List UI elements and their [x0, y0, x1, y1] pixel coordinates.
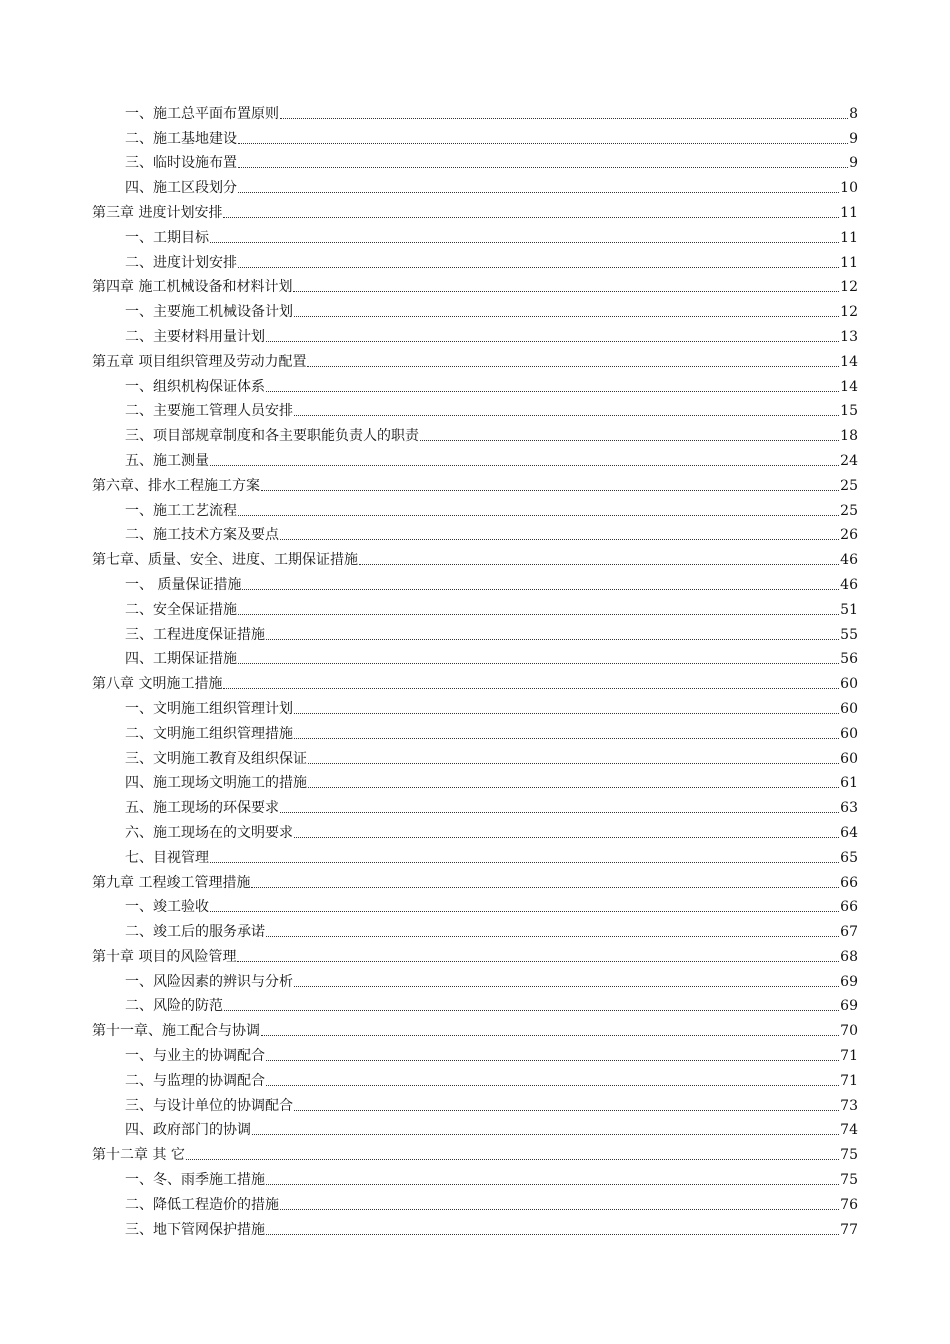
- toc-dot-leader: [294, 316, 839, 317]
- toc-section-entry[interactable]: [0, 818, 950, 843]
- toc-dot-leader: [280, 812, 839, 813]
- toc-entry-page-number: 60: [840, 725, 858, 742]
- toc-entry-page-number: 66: [840, 899, 858, 916]
- toc-dot-leader: [294, 713, 839, 714]
- toc-entry-title: 一、与业主的协调配合: [125, 1048, 265, 1065]
- toc-entry-page-number: 9: [849, 130, 858, 147]
- toc-section-entry[interactable]: [0, 248, 950, 273]
- toc-entry-title: 第九章 工程竣工管理措施: [92, 874, 251, 891]
- toc-entry-page-number: 75: [840, 1172, 858, 1189]
- toc-entry-page-number: 24: [840, 452, 858, 469]
- toc-entry-title: 第三章 进度计划安排: [92, 204, 223, 221]
- toc-section-entry[interactable]: [0, 173, 950, 198]
- toc-entry-title: 一、工期目标: [125, 229, 209, 246]
- toc-section-entry[interactable]: [0, 570, 950, 595]
- toc-section-entry[interactable]: [0, 446, 950, 471]
- toc-entry-title: 六、施工现场在的文明要求: [125, 824, 293, 841]
- toc-section-entry[interactable]: [0, 421, 950, 446]
- toc-dot-leader: [238, 167, 848, 168]
- toc-section-entry[interactable]: [0, 99, 950, 124]
- toc-section-entry[interactable]: [0, 124, 950, 149]
- toc-entry-page-number: 69: [840, 998, 858, 1015]
- toc-entry-page-number: 60: [840, 700, 858, 717]
- toc-entry-page-number: 77: [840, 1221, 858, 1238]
- toc-entry-title: 一、施工工艺流程: [125, 502, 237, 519]
- toc-section-entry[interactable]: [0, 223, 950, 248]
- toc-entry-title: 第十章 项目的风险管理: [92, 948, 237, 965]
- toc-dot-leader: [307, 366, 839, 367]
- toc-entry-page-number: 14: [840, 378, 858, 395]
- toc-entry-title: 第十一章、施工配合与协调: [92, 1023, 260, 1040]
- toc-section-entry[interactable]: [0, 967, 950, 992]
- toc-entry-page-number: 56: [840, 651, 858, 668]
- toc-entry-page-number: 60: [840, 750, 858, 767]
- toc-entry-page-number: 18: [840, 428, 858, 445]
- toc-section-entry[interactable]: [0, 1215, 950, 1240]
- toc-section-entry[interactable]: [0, 917, 950, 942]
- toc-chapter-entry[interactable]: [0, 1140, 950, 1165]
- toc-section-entry[interactable]: [0, 769, 950, 794]
- toc-entry-page-number: 9: [849, 155, 858, 172]
- toc-entry-title: 四、施工现场文明施工的措施: [125, 775, 307, 792]
- toc-entry-page-number: 66: [840, 874, 858, 891]
- toc-entry-page-number: 65: [840, 849, 858, 866]
- toc-dot-leader: [294, 738, 839, 739]
- toc-entry-title: 第六章、排水工程施工方案: [92, 477, 260, 494]
- toc-chapter-entry[interactable]: [0, 1016, 950, 1041]
- toc-entry-page-number: 25: [840, 502, 858, 519]
- toc-section-entry[interactable]: [0, 694, 950, 719]
- toc-entry-title: 五、施工测量: [125, 452, 209, 469]
- toc-entry-title: 一、冬、雨季施工措施: [125, 1172, 265, 1189]
- toc-entry-title: 第十二章 其 它: [92, 1147, 185, 1164]
- toc-section-entry[interactable]: [0, 719, 950, 744]
- toc-dot-leader: [266, 1060, 839, 1061]
- toc-entry-page-number: 46: [840, 552, 858, 569]
- toc-dot-leader: [186, 1159, 839, 1160]
- toc-entry-title: 一、组织机构保证体系: [125, 378, 265, 395]
- toc-dot-leader: [261, 490, 839, 491]
- toc-section-entry[interactable]: [0, 1041, 950, 1066]
- toc-entry-page-number: 70: [840, 1023, 858, 1040]
- toc-chapter-entry[interactable]: [0, 198, 950, 223]
- toc-chapter-entry[interactable]: [0, 669, 950, 694]
- toc-dot-leader: [238, 267, 839, 268]
- toc-dot-leader: [294, 1110, 839, 1111]
- toc-entry-page-number: 14: [840, 353, 858, 370]
- toc-dot-leader: [224, 1010, 839, 1011]
- toc-section-entry[interactable]: [0, 372, 950, 397]
- toc-chapter-entry[interactable]: [0, 942, 950, 967]
- toc-entry-title: 五、施工现场的环保要求: [125, 800, 279, 817]
- toc-section-entry[interactable]: [0, 496, 950, 521]
- toc-entry-title: 三、与设计单位的协调配合: [125, 1097, 293, 1114]
- toc-dot-leader: [266, 391, 839, 392]
- toc-entry-page-number: 63: [840, 800, 858, 817]
- toc-section-entry[interactable]: [0, 1066, 950, 1091]
- toc-dot-leader: [266, 936, 839, 937]
- toc-dot-leader: [293, 291, 839, 292]
- toc-entry-title: 三、文明施工教育及组织保证: [125, 750, 307, 767]
- toc-entry-page-number: 11: [840, 229, 858, 246]
- toc-dot-leader: [252, 1134, 839, 1135]
- toc-dot-leader: [238, 614, 839, 615]
- toc-entry-title: 第五章 项目组织管理及劳动力配置: [92, 353, 307, 370]
- toc-dot-leader: [308, 787, 839, 788]
- toc-section-entry[interactable]: [0, 645, 950, 670]
- toc-entry-title: 三、项目部规章制度和各主要职能负责人的职责: [125, 428, 419, 445]
- toc-entry-title: 七、目视管理: [125, 849, 209, 866]
- toc-entry-title: 二、施工技术方案及要点: [125, 527, 279, 544]
- toc-entry-page-number: 73: [840, 1097, 858, 1114]
- toc-entry-page-number: 71: [840, 1048, 858, 1065]
- toc-section-entry[interactable]: [0, 1190, 950, 1215]
- toc-dot-leader: [280, 118, 848, 119]
- toc-entry-page-number: 25: [840, 477, 858, 494]
- toc-section-entry[interactable]: [0, 1165, 950, 1190]
- toc-dot-leader: [420, 440, 839, 441]
- toc-section-entry[interactable]: [0, 1091, 950, 1116]
- toc-entry-page-number: 61: [840, 775, 858, 792]
- toc-entry-page-number: 11: [840, 254, 858, 271]
- toc-entry-page-number: 75: [840, 1147, 858, 1164]
- toc-entry-title: 二、风险的防范: [125, 998, 223, 1015]
- toc-entry-title: 二、安全保证措施: [125, 601, 237, 618]
- toc-chapter-entry[interactable]: [0, 273, 950, 298]
- toc-dot-leader: [237, 961, 839, 962]
- toc-entry-page-number: 71: [840, 1072, 858, 1089]
- toc-entry-title: 一、竣工验收: [125, 899, 209, 916]
- toc-dot-leader: [308, 763, 839, 764]
- toc-entry-title: 二、竣工后的服务承诺: [125, 924, 265, 941]
- toc-entry-page-number: 68: [840, 948, 858, 965]
- toc-dot-leader: [266, 1085, 839, 1086]
- toc-section-entry[interactable]: [0, 893, 950, 918]
- toc-entry-page-number: 12: [840, 279, 858, 296]
- toc-entry-page-number: 11: [840, 204, 858, 221]
- toc-entry-title: 二、施工基地建设: [125, 130, 237, 147]
- toc-entry-title: 四、政府部门的协调: [125, 1122, 251, 1139]
- toc-entry-page-number: 15: [840, 403, 858, 420]
- toc-dot-leader: [238, 143, 848, 144]
- toc-entry-page-number: 51: [840, 601, 858, 618]
- toc-entry-title: 一、施工总平面布置原则: [125, 105, 279, 122]
- toc-section-entry[interactable]: [0, 744, 950, 769]
- toc-dot-leader: [238, 663, 839, 664]
- toc-entry-title: 一、风险因素的辨识与分析: [125, 973, 293, 990]
- toc-entry-title: 第七章、质量、安全、进度、工期保证措施: [92, 552, 358, 569]
- toc-entry-title: 第八章 文明施工措施: [92, 676, 223, 693]
- toc-entry-title: 一、主要施工机械设备计划: [125, 304, 293, 321]
- toc-section-entry[interactable]: [0, 521, 950, 546]
- toc-entry-page-number: 60: [840, 676, 858, 693]
- toc-chapter-entry[interactable]: [0, 868, 950, 893]
- toc-dot-leader: [280, 1209, 839, 1210]
- toc-dot-leader: [210, 242, 839, 243]
- toc-dot-leader: [266, 639, 839, 640]
- toc-entry-title: 一、 质量保证措施: [125, 576, 242, 593]
- toc-entry-page-number: 76: [840, 1196, 858, 1213]
- toc-entry-page-number: 8: [849, 105, 858, 122]
- toc-entry-title: 第四章 施工机械设备和材料计划: [92, 279, 293, 296]
- toc-section-entry[interactable]: [0, 322, 950, 347]
- toc-section-entry[interactable]: [0, 397, 950, 422]
- toc-dot-leader: [210, 465, 839, 466]
- toc-entry-page-number: 67: [840, 924, 858, 941]
- toc-entry-page-number: 69: [840, 973, 858, 990]
- toc-section-entry[interactable]: [0, 843, 950, 868]
- toc-section-entry[interactable]: [0, 1116, 950, 1141]
- toc-dot-leader: [223, 217, 839, 218]
- toc-entry-title: 二、降低工程造价的措施: [125, 1196, 279, 1213]
- toc-chapter-entry[interactable]: [0, 347, 950, 372]
- toc-entry-page-number: 64: [840, 824, 858, 841]
- toc-entry-title: 一、文明施工组织管理计划: [125, 700, 293, 717]
- toc-entry-title: 二、主要材料用量计划: [125, 328, 265, 345]
- toc-dot-leader: [261, 1035, 839, 1036]
- toc-dot-leader: [251, 887, 839, 888]
- toc-entry-title: 二、与监理的协调配合: [125, 1072, 265, 1089]
- toc-entry-title: 二、文明施工组织管理措施: [125, 725, 293, 742]
- toc-section-entry[interactable]: [0, 992, 950, 1017]
- toc-section-entry[interactable]: [0, 297, 950, 322]
- toc-entry-page-number: 26: [840, 527, 858, 544]
- toc-entry-title: 三、临时设施布置: [125, 155, 237, 172]
- toc-section-entry[interactable]: [0, 595, 950, 620]
- toc-entry-page-number: 46: [840, 576, 858, 593]
- toc-entry-title: 三、地下管网保护措施: [125, 1221, 265, 1238]
- toc-entry-page-number: 55: [840, 626, 858, 643]
- toc-entry-title: 二、主要施工管理人员安排: [125, 403, 293, 420]
- toc-entry-title: 三、工程进度保证措施: [125, 626, 265, 643]
- toc-chapter-entry[interactable]: [0, 545, 950, 570]
- toc-section-entry[interactable]: [0, 793, 950, 818]
- toc-section-entry[interactable]: [0, 620, 950, 645]
- toc-chapter-entry[interactable]: [0, 471, 950, 496]
- toc-entry-page-number: 13: [840, 328, 858, 345]
- toc-entry-title: 四、施工区段划分: [125, 180, 237, 197]
- toc-dot-leader: [210, 911, 839, 912]
- toc-dot-leader: [266, 341, 839, 342]
- table-of-contents: [0, 99, 950, 1240]
- toc-dot-leader: [242, 589, 839, 590]
- toc-dot-leader: [294, 415, 839, 416]
- toc-entry-title: 二、进度计划安排: [125, 254, 237, 271]
- toc-entry-title: 四、工期保证措施: [125, 651, 237, 668]
- toc-entry-page-number: 74: [840, 1122, 858, 1139]
- toc-dot-leader: [266, 1234, 839, 1235]
- toc-entry-page-number: 12: [840, 304, 858, 321]
- toc-dot-leader: [223, 688, 839, 689]
- toc-dot-leader: [294, 837, 839, 838]
- toc-dot-leader: [294, 986, 839, 987]
- toc-entry-page-number: 10: [840, 180, 858, 197]
- toc-dot-leader: [280, 539, 839, 540]
- toc-dot-leader: [210, 862, 839, 863]
- toc-dot-leader: [238, 515, 839, 516]
- toc-dot-leader: [359, 564, 839, 565]
- toc-dot-leader: [266, 1184, 839, 1185]
- toc-dot-leader: [238, 192, 839, 193]
- toc-section-entry[interactable]: [0, 149, 950, 174]
